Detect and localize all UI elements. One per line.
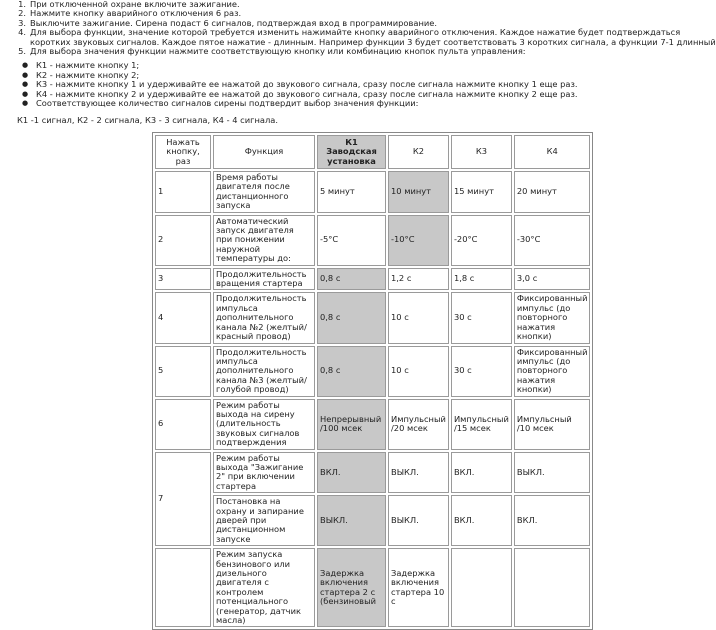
instruction-item [4, 47, 604, 56]
instruction-text-continued: коротких звуковых сигналов. Каждое пятое нажатие - длинным. Например функции 3 будет соответствовать 3 коротких сигнала, а функции 7-1 длинный [30, 36, 716, 47]
table-row [155, 171, 590, 213]
instruction-number: 5. [18, 45, 26, 56]
table-row [155, 548, 590, 627]
instruction-number: 4. [18, 27, 26, 38]
signals-note: К1 -1 сигнал, К2 - 2 сигнала, К3 - 3 сигнала, К4 - 4 сигнала. [17, 115, 278, 125]
bullet-icon: ● [22, 61, 29, 69]
header-k3: К3 [451, 135, 512, 169]
k2-cell: 10 минут [388, 171, 449, 213]
k4-cell [514, 548, 591, 627]
functions-table [152, 132, 593, 630]
function-cell: Время работы двигателя после дистанционного запуска [213, 171, 315, 213]
function-cell: Продолжительность импульса дополнительного канала №3 (желтый/голубой провод) [213, 346, 315, 397]
row-number: 4 [155, 292, 211, 343]
function-cell: Постановка на охрану и запирание дверей при дистанционном запуске [213, 495, 315, 546]
bullet-icon: ● [22, 89, 29, 98]
option-item [22, 99, 578, 109]
instruction-text: При отключенной охране включите зажигание. [30, 0, 240, 9]
row-number: 3 [155, 268, 211, 291]
k1-cell: -5°С [317, 215, 386, 266]
row-number: 5 [155, 346, 211, 397]
k1-cell: 5 минут [317, 171, 386, 213]
table-row [155, 346, 590, 397]
row-number: 7 [155, 452, 211, 547]
k4-cell: Фиксированный импульс (до повторного нажатия кнопки) [514, 346, 591, 397]
k1-cell: 0,8 с [317, 268, 386, 291]
k3-cell: ВКЛ. [451, 495, 512, 546]
function-cell: Продолжительность импульса дополнительного канала №2 (желтый/красный провод) [213, 292, 315, 343]
row-number: 2 [155, 215, 211, 266]
k3-cell: Импульсный /15 мсек [451, 399, 512, 450]
k3-cell: ВКЛ. [451, 452, 512, 494]
k3-cell: 15 минут [451, 171, 512, 213]
table-row [155, 292, 590, 343]
function-cell: Режим работы выхода "Зажигание 2" при включении стартера [213, 452, 315, 494]
function-cell: Продолжительность вращения стартера [213, 268, 315, 291]
k4-cell: ВКЛ. [514, 495, 591, 546]
option-text: К2 - нажмите кнопку 2; [36, 69, 140, 80]
k1-cell: Непрерывный /100 мсек [317, 399, 386, 450]
k3-cell: -20°С [451, 215, 512, 266]
k1-cell: ВКЛ. [317, 452, 386, 494]
instruction-text: Выключите зажигание. Сирена подаст 6 сигналов, подтверждая вход в программирование. [30, 17, 438, 28]
k2-cell: 1,2 с [388, 268, 449, 291]
table-header-row [155, 135, 590, 169]
k4-cell: ВЫКЛ. [514, 452, 591, 494]
instruction-text: Нажмите кнопку аварийного отключения 6 раз. [30, 8, 242, 19]
function-cell: Режим работы выхода на сирену (длительность звуковых сигналов подтверждения [213, 399, 315, 450]
table-row [155, 452, 590, 494]
bullet-icon: ● [22, 80, 29, 89]
option-text: К1 - нажмите кнопку 1; [36, 60, 140, 70]
k2-cell: -10°С [388, 215, 449, 266]
table-row [155, 495, 590, 546]
k2-cell: 10 с [388, 346, 449, 397]
k4-cell: -30°С [514, 215, 591, 266]
k1-cell: Задержка включения стартера 2 с (бензиновый [317, 548, 386, 627]
button-options-list [22, 61, 578, 109]
instruction-text: Для выбора функции, значение которой требуется изменить нажимайте кнопку аварийного отключения. Каждое нажатие будет подтверждаться [30, 27, 681, 38]
k2-cell: Импульсный /20 мсек [388, 399, 449, 450]
row-number: 1 [155, 171, 211, 213]
row-number [155, 548, 211, 627]
table-row [155, 268, 590, 291]
instruction-number: 2. [18, 8, 26, 19]
option-text: К3 - нажмите кнопку 1 и удерживайте ее нажатой до звукового сигнала, сразу после сигнала нажмите кнопку 1 еще раз. [36, 79, 578, 90]
k1-cell: 0,8 с [317, 346, 386, 397]
function-cell: Режим запуска бензинового или дизельного двигателя с контролем потенциального (генератор, датчик масла) [213, 548, 315, 627]
header-press: Нажать кнопку, раз [155, 135, 211, 169]
k4-cell: Фиксированный импульс (до повторного нажатия кнопки) [514, 292, 591, 343]
header-function: Функция [213, 135, 315, 169]
k1-cell: ВЫКЛ. [317, 495, 386, 546]
row-number: 6 [155, 399, 211, 450]
bullet-icon: ● [22, 99, 29, 108]
k3-cell: 30 с [451, 292, 512, 343]
bullet-icon: ● [22, 70, 29, 79]
k2-cell: ВЫКЛ. [388, 452, 449, 494]
header-k1: К1 Заводская установка [317, 135, 386, 169]
header-k2: К2 [388, 135, 449, 169]
k3-cell: 30 с [451, 346, 512, 397]
k4-cell: Импульсный /10 мсек [514, 399, 591, 450]
k2-cell: 10 с [388, 292, 449, 343]
header-k4: К4 [514, 135, 591, 169]
instructions-list [4, 0, 716, 56]
k2-cell: ВЫКЛ. [388, 495, 449, 546]
function-cell: Автоматический запуск двигателя при понижении наружной температуры до: [213, 215, 315, 266]
k4-cell: 3,0 с [514, 268, 591, 291]
k3-cell [451, 548, 512, 627]
instruction-number: 3. [18, 17, 26, 28]
instruction-number: 1. [18, 0, 26, 9]
table-row [155, 399, 590, 450]
k4-cell: 20 минут [514, 171, 591, 213]
option-text: Соответствующее количество сигналов сирены подтвердит выбор значения функции: [36, 98, 419, 109]
option-text: К4 - нажмите кнопку 2 и удерживайте ее нажатой до звукового сигнала, сразу после сигнала нажмите кнопку 2 еще раз. [36, 88, 578, 99]
k3-cell: 1,8 с [451, 268, 512, 291]
k2-cell: Задержка включения стартера 10 с [388, 548, 449, 627]
k1-cell: 0,8 с [317, 292, 386, 343]
table-row [155, 215, 590, 266]
instruction-text: Для выбора значения функции нажмите соответствующую кнопку или комбинацию кнопок пульта управления: [30, 45, 526, 56]
